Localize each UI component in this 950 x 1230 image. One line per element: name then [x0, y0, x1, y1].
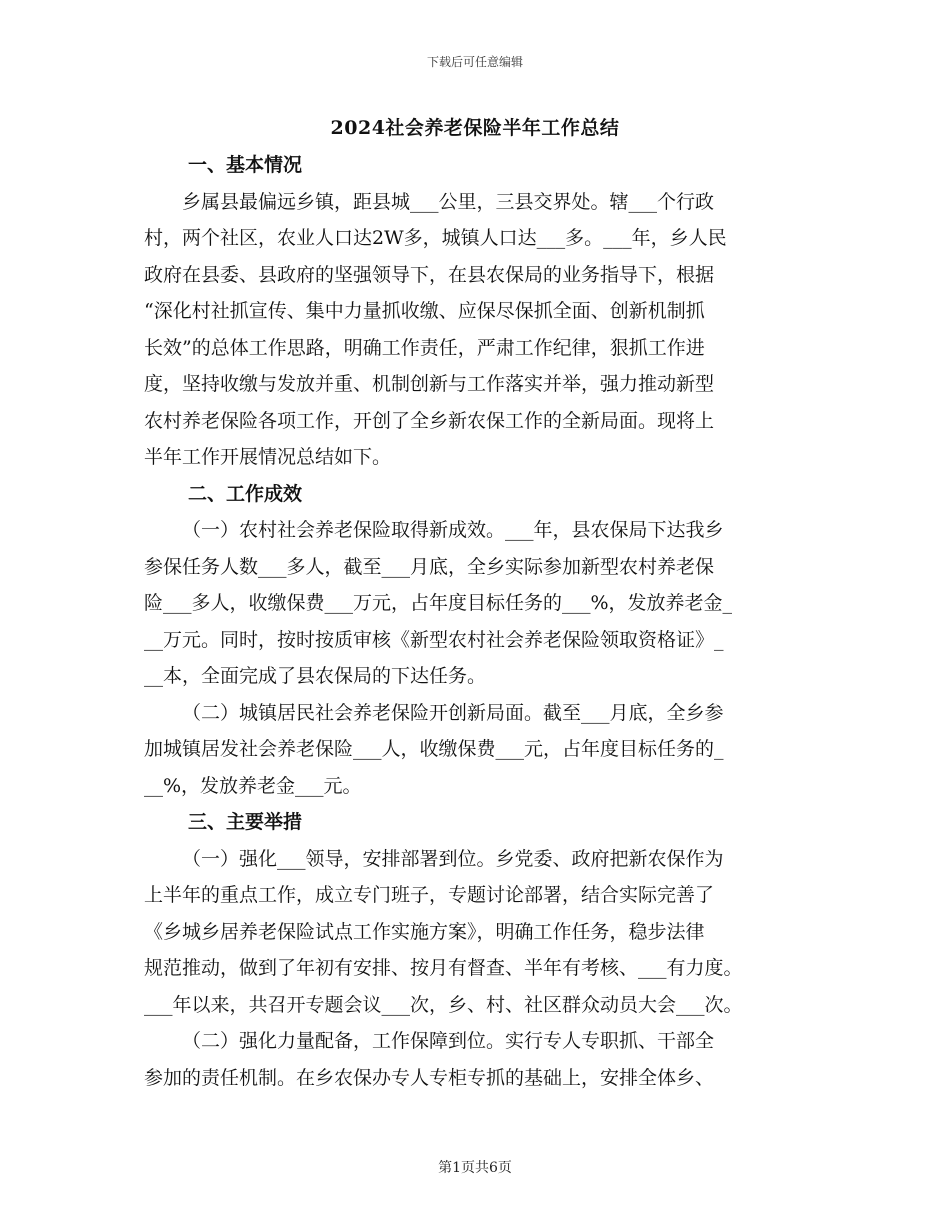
section-heading: 一、基本情况	[188, 154, 303, 176]
section-heading: 二、工作成效	[188, 482, 303, 505]
paragraph-line: 长效”的总体工作思路，明确工作责任，严肃工作纪律，狠抓工作进	[144, 336, 705, 359]
paragraph-line: 规范推动，做到了年初有安排、按月有督查、半年有考核、___有力度。	[144, 957, 743, 979]
document-title: 2024社会养老保险半年工作总结	[330, 117, 620, 139]
paragraph-line: 上半年的重点工作，成立专门班子，专题讨论部署，结合实际完善了	[144, 884, 715, 906]
paragraph-line: 村，两个社区，农业人口达2W多，城镇人口达___多。___年，乡人民	[144, 227, 727, 249]
document-body	[144, 147, 824, 1096]
paragraph-line: 农村养老保险各项工作，开创了全乡新农保工作的全新局面。现将上	[144, 409, 715, 432]
paragraph-line: 政府在县委、县政府的坚强领导下，在县农保局的业务指导下，根据	[144, 263, 715, 286]
page-number-footer: 第1页共6页	[438, 1160, 512, 1176]
paragraph-line: （一）强化___领导，安排部署到位。乡党委、政府把新农保作为	[182, 847, 724, 870]
paragraph-line: 参加的责任机制。在乡农保办专人专柜专抓的基础上，安排全体乡、	[144, 1066, 715, 1089]
paragraph-line: （一）农村社会养老保险取得新成效。___年，县农保局下达我乡	[182, 519, 724, 541]
paragraph-line: 《乡城乡居养老保险试点工作实施方案》，明确工作任务，稳步法律	[144, 920, 705, 943]
paragraph-line: 度，坚持收缴与发放并重、机制创新与工作落实并举，强力推动新型	[144, 373, 715, 395]
section-heading: 三、主要举措	[188, 811, 303, 833]
header-note: 下载后可任意编辑	[426, 55, 523, 69]
paragraph-line: 乡属县最偏远乡镇，距县城___公里，三县交界处。辖___个行政	[182, 190, 715, 213]
paragraph-line: ___年以来，共召开专题会议___次，乡、村、社区群众动员大会___次。	[144, 993, 743, 1016]
paragraph-line: 加城镇居发社会养老保险___人，收缴保费___元，占年度目标任务的_	[144, 738, 724, 760]
paragraph-line: 险___多人，收缴保费___万元，占年度目标任务的___%，发放养老金_	[144, 592, 733, 614]
paragraph-line: 半年工作开展情况总结如下。	[144, 446, 392, 468]
paragraph-line: __本，全面完成了县农保局的下达任务。	[144, 665, 487, 687]
paragraph-line: 参保任务人数___多人，截至___月底，全乡实际参加新型农村养老保	[144, 555, 715, 578]
paragraph-line: （二）强化力量配备，工作保障到位。实行专人专职抓、干部全	[182, 1030, 715, 1052]
paragraph-line: “深化村社抓宣传、集中力量抓收缴、应保尽保抓全面、创新机制抓	[144, 300, 705, 322]
paragraph-line: （二）城镇居民社会养老保险开创新局面。截至___月底，全乡参	[182, 701, 724, 724]
paragraph-line: __万元。同时，按时按质审核《新型农村社会养老保险领取资格证》_	[144, 628, 724, 651]
paragraph-line: __%，发放养老金___元。	[144, 774, 362, 797]
